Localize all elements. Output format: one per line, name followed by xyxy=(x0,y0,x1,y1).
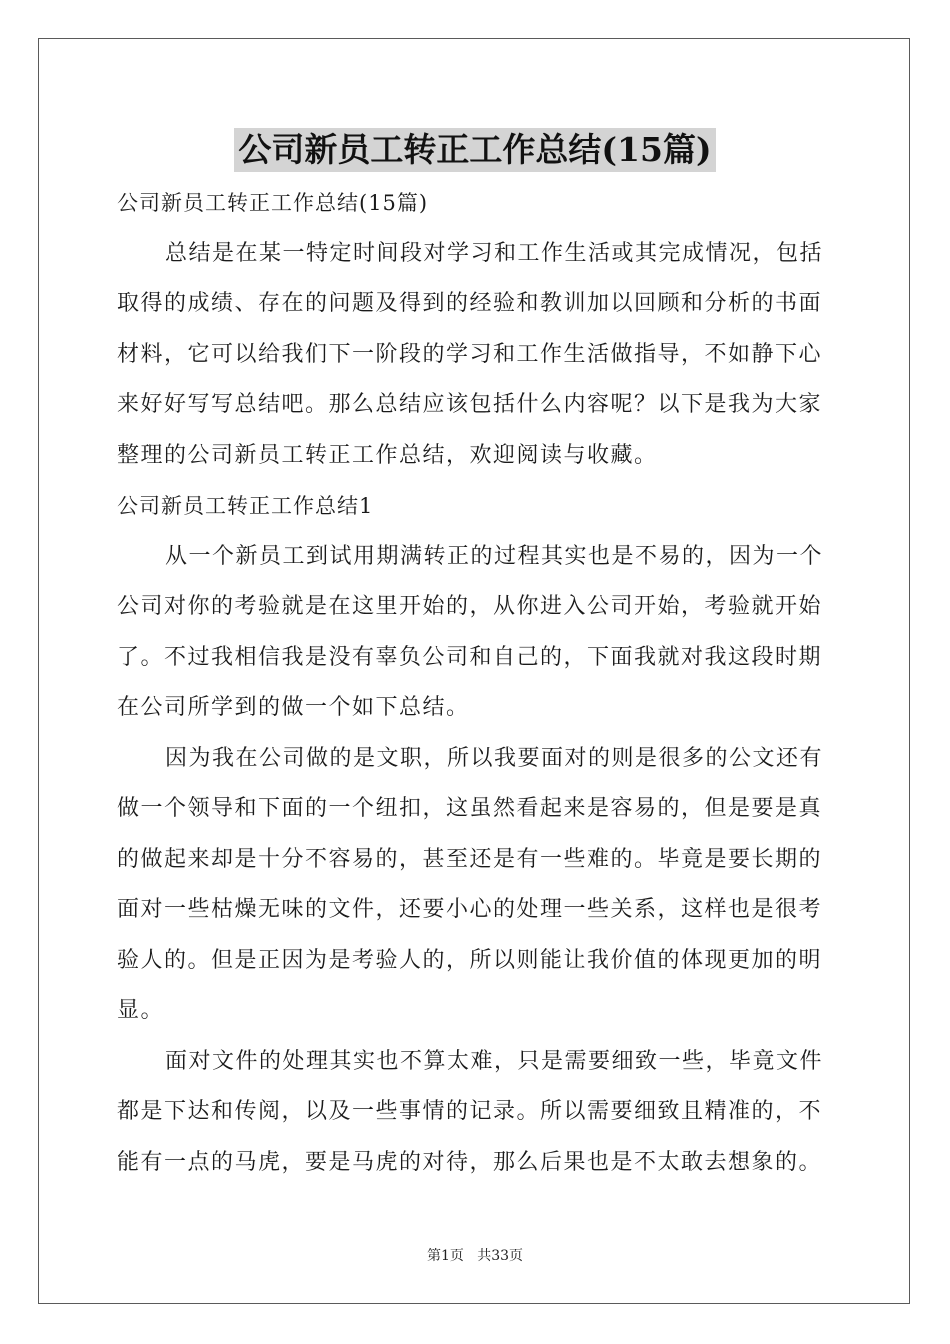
paragraph-line: 验人的。但是正因为是考验人的，所以则能让我价值的体现更加的明 xyxy=(117,947,823,973)
document-title: 公司新员工转正工作总结(15篇) xyxy=(234,128,715,172)
paragraph-line: 都是下达和传阅，以及一些事情的记录。所以需要细致且精准的，不 xyxy=(117,1099,823,1124)
paragraph-line: 从一个新员工到试用期满转正的过程其实也是不易的，因为一个 xyxy=(165,543,824,569)
section-heading: 公司新员工转正工作总结1 xyxy=(117,494,374,518)
intro-line: 总结是在某一特定时间段对学习和工作生活或其完成情况，包括 xyxy=(165,240,824,266)
intro-line: 取得的成绩、存在的问题及得到的经验和教训加以回顾和分析的书面 xyxy=(117,291,823,316)
page-number: 第1页 共33页 xyxy=(426,1248,524,1264)
paragraph-line: 面对文件的处理其实也不算太难，只是需要细致一些，毕竟文件 xyxy=(165,1048,824,1074)
paragraph-line: 因为我在公司做的是文职，所以我要面对的则是很多的公文还有 xyxy=(165,745,824,771)
title-container xyxy=(0,128,950,172)
intro-line: 整理的公司新员工转正工作总结，欢迎阅读与收藏。 xyxy=(117,442,658,468)
intro-line: 材料，它可以给我们下一阶段的学习和工作生活做指导，不如静下心 xyxy=(117,341,823,367)
document-body xyxy=(117,178,833,1188)
paragraph-line: 能有一点的马虎，要是马虎的对待，那么后果也是不太敢去想象的。 xyxy=(117,1149,823,1175)
page-footer xyxy=(0,1247,950,1265)
paragraph-line: 的做起来却是十分不容易的，甚至还是有一些难的。毕竟是要长期的 xyxy=(117,846,823,872)
intro-line: 来好好写写总结吧。那么总结应该包括什么内容呢？以下是我为大家 xyxy=(117,392,823,417)
paragraph-line: 在公司所学到的做一个如下总结。 xyxy=(117,695,470,720)
paragraph-line: 了。不过我相信我是没有辜负公司和自己的，下面我就对我这段时期 xyxy=(117,644,823,670)
paragraph-line: 公司对你的考验就是在这里开始的，从你进入公司开始，考验就开始 xyxy=(117,594,823,619)
paragraph-line: 做一个领导和下面的一个纽扣，这虽然看起来是容易的，但是要是真 xyxy=(117,796,823,821)
document-subtitle: 公司新员工转正工作总结(15篇) xyxy=(117,191,429,215)
paragraph-line: 显。 xyxy=(117,998,165,1023)
paragraph-line: 面对一些枯燥无味的文件，还要小心的处理一些关系，这样也是很考 xyxy=(117,897,823,922)
